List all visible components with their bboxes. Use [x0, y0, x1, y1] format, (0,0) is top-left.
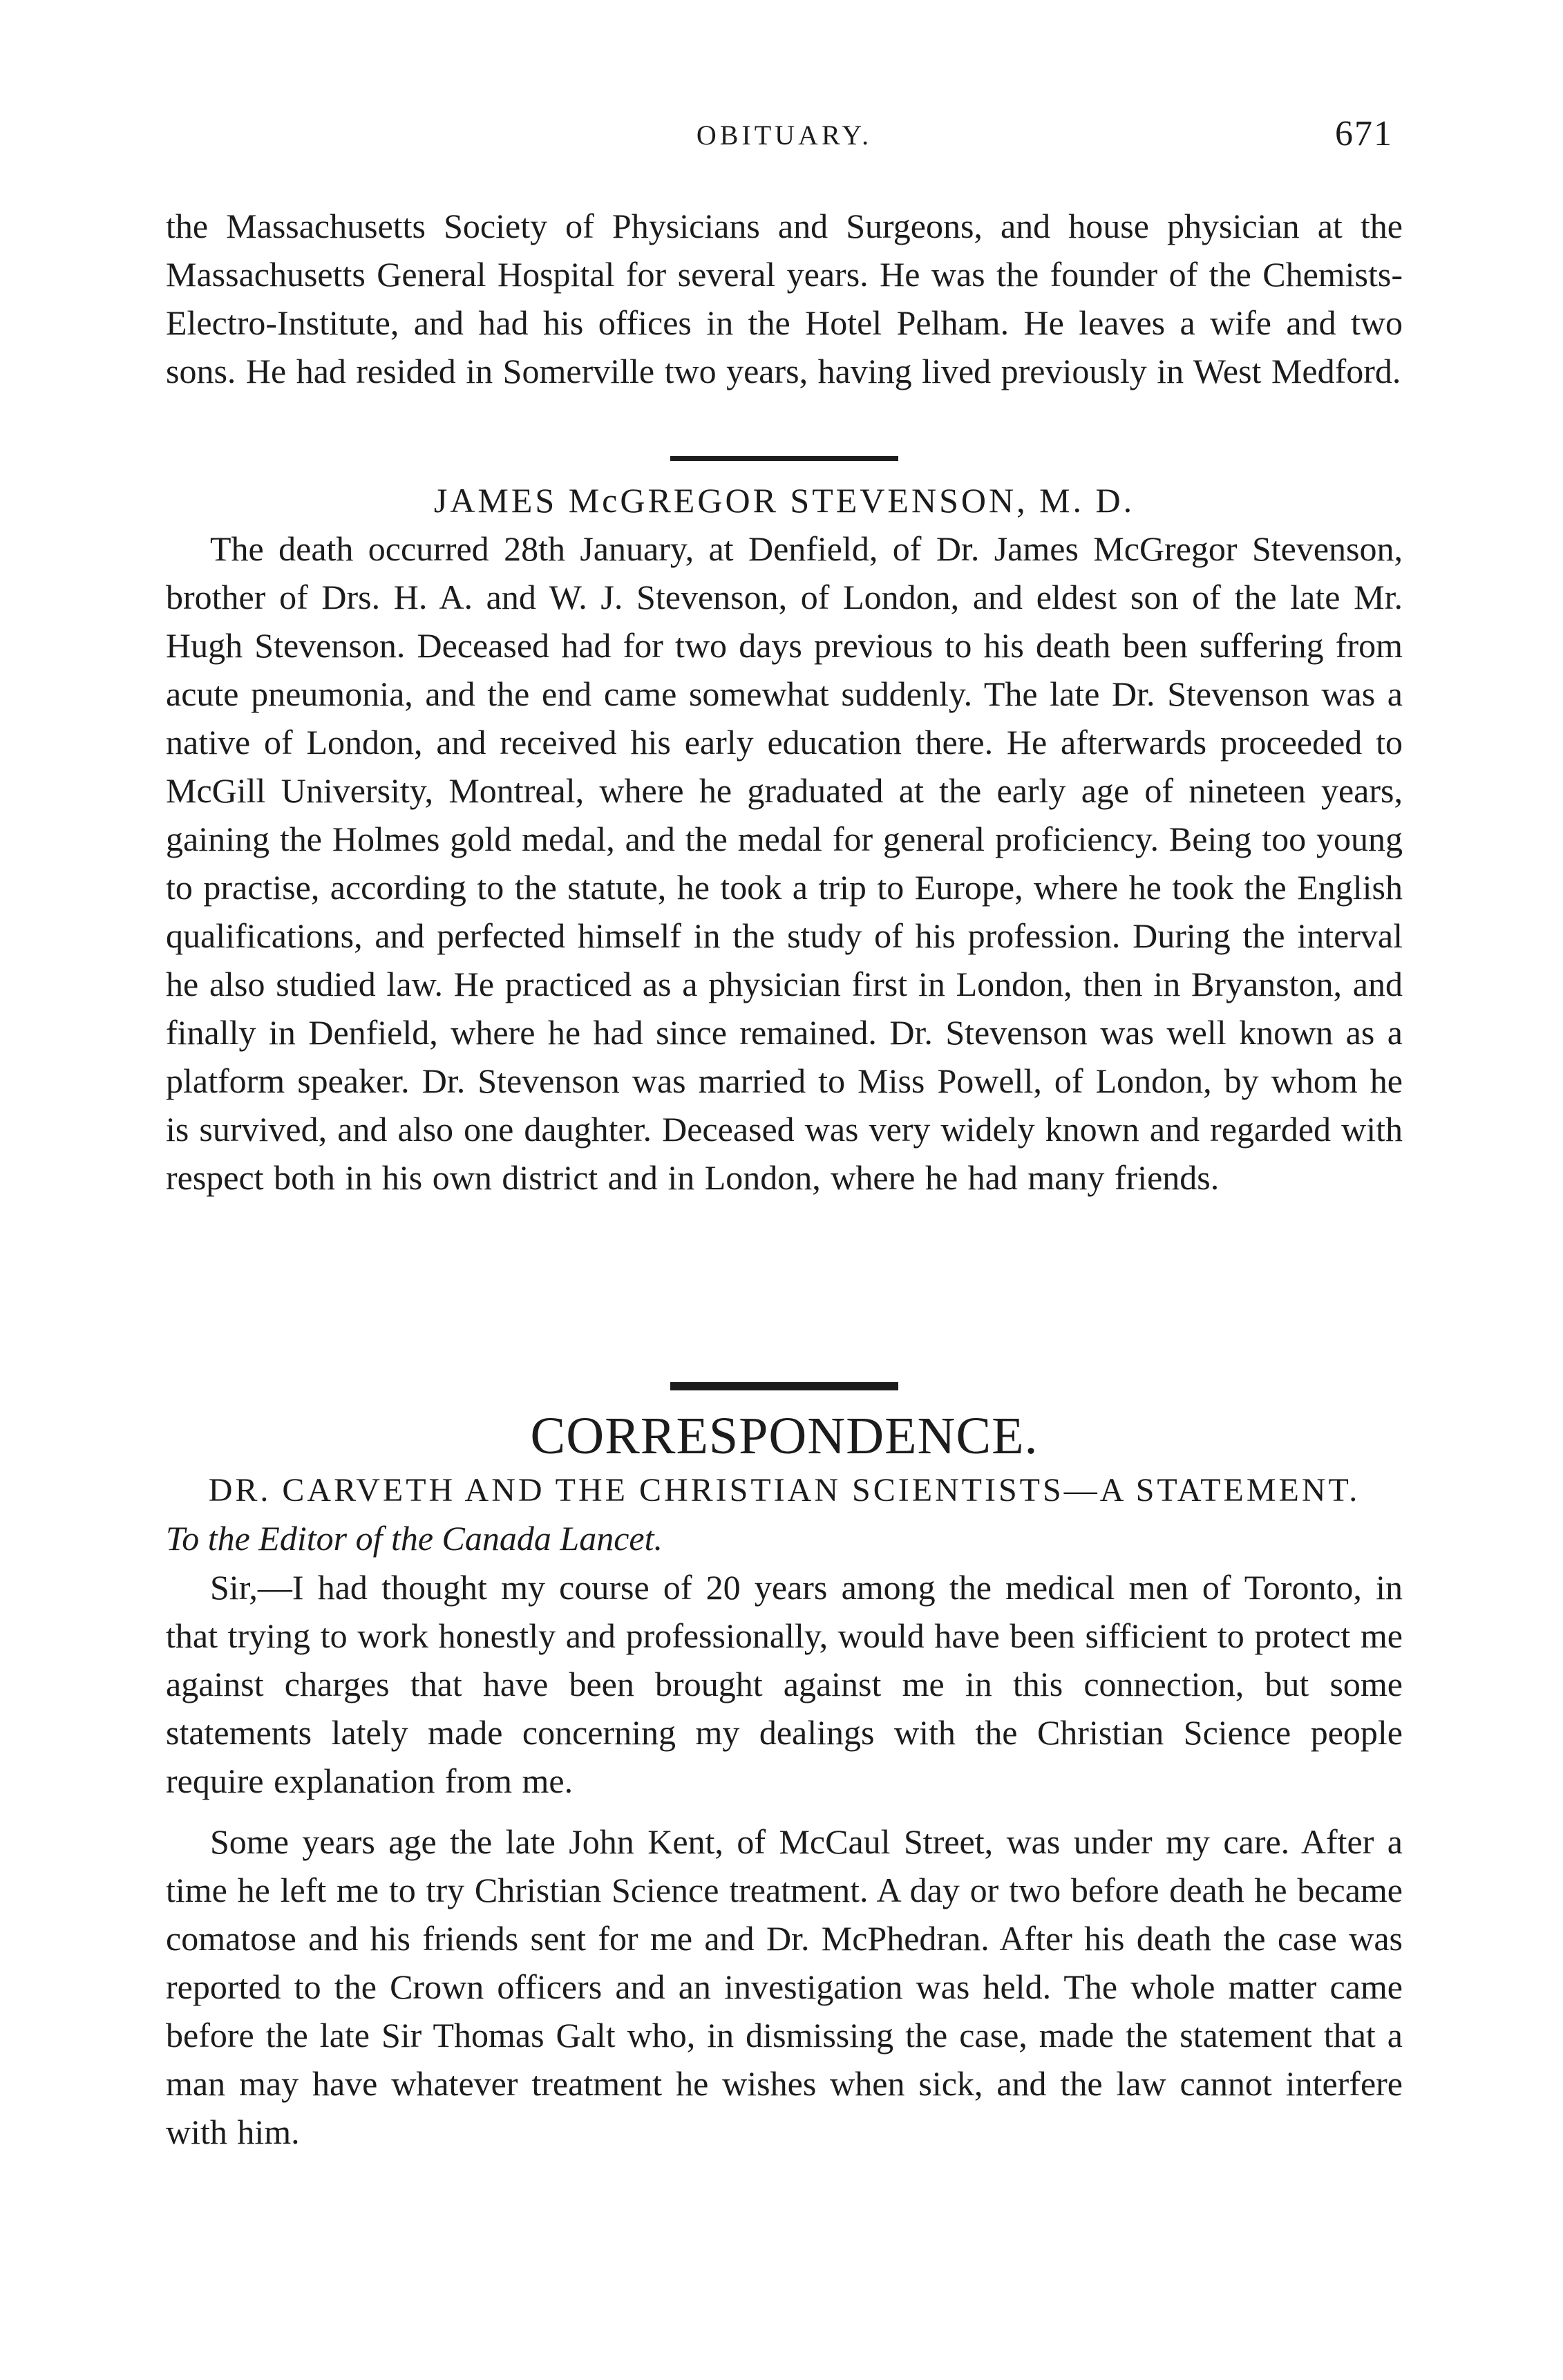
correspondence-divider-rule [670, 1382, 898, 1390]
page-number: 671 [1335, 114, 1393, 153]
letter-paragraph: Some years age the late John Kent, of McCaul Street, was under my care. After a time he left me to try Christian Science treatment. A day or two before death he became comatose and his friends sent for me and Dr. McPhedran. After his death the case was reported to the Crown officers and an investigation was held. The whole matter came before the late Sir Thomas Galt who, in dismissing the case, made the statement that a man may have whatever treatment he wishes when sick, and the law cannot interfere with him. [166, 1822, 1403, 2151]
journal-page [166, 0, 1403, 2380]
correspondence-heading: CORRESPONDENCE. [530, 1407, 1039, 1465]
preceding-obituary [166, 202, 1403, 395]
obituary-heading: JAMES McGREGOR STEVENSON, M. D. [433, 481, 1135, 520]
section-divider-rule [670, 456, 898, 461]
letter-paragraph: Sir,—I had thought my course of 20 years among the medical men of Toronto, in that trying to work honestly and professionally, would have been sifficient to protect me against charges that have been brought against me in this connection, but some statements lately made concerning my dealings with the Christian Science people require explanation from me. [166, 1568, 1403, 1800]
correspondence-section [166, 1382, 1403, 2156]
letter-title: DR. CARVETH AND THE CHRISTIAN SCIENTISTS—A STATEMENT. [208, 1472, 1361, 1509]
letter-salutation: To the Editor of the Canada Lancet. [166, 1519, 663, 1558]
running-title: OBITUARY. [696, 120, 873, 151]
obituary-section [166, 456, 1403, 1202]
obituary-paragraph: The death occurred 28th January, at Denfield, of Dr. James McGregor Stevenson, brother of Drs. H. A. and W. J. Stevenson, of London, and eldest son of the late Mr. Hugh Stevenson. Deceased had for two days previous to his death been suffering from acute pneumonia, and the end came somewhat suddenly. The late Dr. Stevenson was a native of London, and received his early education there. He afterwards proceeded to McGill University, Montreal, where he graduated at the early age of nineteen years, gaining the Holmes gold medal, and the medal for general proficiency. Being too young to practise, according to the statute, he took a trip to Europe, where he took the English qualifications, and perfected himself in the study of his profession. During the interval he also studied law. He practiced as a physician first in London, then in Bryanston, and finally in Denfield, where he had since remained. Dr. Stevenson was well known as a platform speaker. Dr. Stevenson was married to Miss Powell, of London, by whom he is survived, and also one daughter. Deceased was very widely known and regarded with respect both in his own district and in London, where he had many friends. [166, 529, 1403, 1197]
running-head [166, 104, 1403, 159]
preceding-obituary-paragraph: the Massachusetts Society of Physicians and Surgeons, and house physician at the Massachusetts General Hospital for several years. He was the founder of the Chemists-Electro-Institute, and had his offices in the Hotel Pelham. He leaves a wife and two sons. He had resided in Somerville two years, having lived previously in West Medford. [166, 207, 1403, 390]
